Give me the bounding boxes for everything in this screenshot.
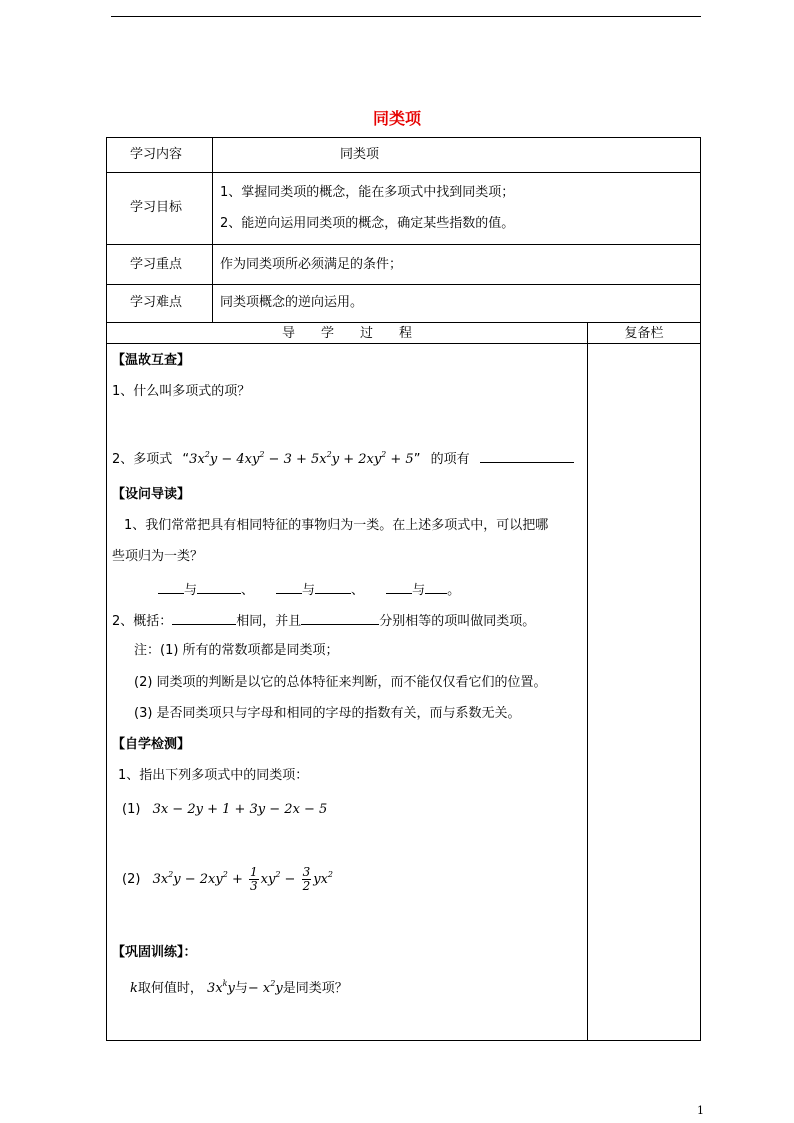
selftest-item-2 — [122, 866, 333, 893]
pair-sep: 与 — [302, 583, 316, 598]
selftest-item-1 — [122, 802, 327, 818]
row-value-content: 同类项 — [340, 147, 380, 162]
variable-k: k — [130, 981, 138, 996]
pair-comma: 、 — [241, 583, 255, 598]
pair-sep: 与 — [184, 583, 198, 598]
page-number: 1 — [697, 1104, 704, 1117]
polynomial-expression: “$3x^2y - 4xy^2 - 3 + 5x^2y + 2xy^2 + 5$” — [182, 450, 421, 467]
item-2-label: (2) — [122, 872, 141, 887]
pair-blank[interactable] — [386, 581, 412, 594]
summary-suffix: 分别相等的项叫做同类项。 — [379, 614, 536, 629]
summary-fill-in — [112, 612, 535, 630]
summary-prefix: 2、概括： — [112, 614, 173, 629]
page-title: 同类项 — [372, 109, 421, 128]
note-2: (2) 同类项的判断是以它的总体特征来判断，而不能仅仅看它们的位置。 — [134, 675, 547, 690]
term-a: $3x^ky$ — [207, 979, 235, 996]
pair-blank[interactable] — [197, 581, 241, 594]
answer-blank[interactable] — [480, 450, 574, 463]
q2-prefix: 2、多项式 — [112, 452, 173, 467]
row-label-difficulty: 学习难点 — [130, 295, 183, 310]
practice-question — [130, 981, 348, 997]
review-column-header: 复备栏 — [624, 326, 664, 341]
pair-blank[interactable] — [276, 581, 302, 594]
expression-2: $3x^2y - 2xy^2$ + $\frac{1}{3}$ $xy^2$ − $\frac{3}{2}$ $yx^2$ — [152, 865, 333, 893]
q2-suffix: 的项有 — [430, 452, 470, 467]
pair-sep: 与 — [412, 583, 426, 598]
section-guided-heading: 【设问导读】 — [112, 487, 191, 502]
pairs-fill-in — [158, 581, 460, 599]
objective-2: 2、能逆向运用同类项的概念，确定某些指数的值。 — [220, 216, 515, 231]
selftest-question-1: 1、指出下列多项式中的同类项： — [118, 768, 309, 783]
row-value-focus: 作为同类项所必须满足的条件； — [220, 257, 403, 272]
review-question-2 — [112, 450, 574, 468]
header-rule — [111, 16, 701, 17]
term-b: − $x^2y$ — [247, 979, 283, 996]
section-selftest-heading: 【自学检测】 — [112, 737, 191, 752]
row-label-content: 学习内容 — [130, 147, 183, 162]
section-review-heading: 【温故互查】 — [112, 353, 191, 368]
row-label-objectives: 学习目标 — [130, 200, 183, 215]
row-value-difficulty: 同类项概念的逆向运用。 — [220, 295, 364, 310]
pair-blank[interactable] — [158, 581, 184, 594]
pair-blank[interactable] — [425, 581, 447, 594]
row-label-focus: 学习重点 — [130, 257, 183, 272]
item-1-label: (1) — [122, 802, 141, 817]
objective-1: 1、掌握同类项的概念，能在多项式中找到同类项； — [220, 185, 515, 200]
pair-period: 。 — [447, 583, 461, 598]
note-1: 注：(1) 所有的常数项都是同类项； — [134, 643, 339, 658]
guided-p1-line2: 些项归为一类？ — [112, 549, 204, 564]
guided-p1-line1: 1、我们常常把具有相同特征的事物归为一类。在上述多项式中，可以把哪 — [124, 518, 549, 533]
pair-blank[interactable] — [315, 581, 351, 594]
summary-mid: 相同，并且 — [236, 614, 302, 629]
practice-end: 是同类项？ — [282, 981, 348, 996]
summary-blank-1[interactable] — [172, 612, 236, 625]
section-practice-heading: 【巩固训练】： — [112, 945, 197, 960]
expression-1: 3x − 2y + 1 + 3y − 2x − 5 — [152, 802, 328, 817]
pair-comma: 、 — [351, 583, 365, 598]
note-3: (3) 是否同类项只与字母和相同的字母的指数有关，而与系数无关。 — [134, 706, 521, 721]
summary-blank-2[interactable] — [301, 612, 379, 625]
review-question-1: 1、什么叫多项式的项？ — [112, 384, 251, 399]
practice-and: 与 — [234, 981, 248, 996]
process-header: 导 学 过 程 — [281, 326, 412, 341]
practice-mid: 取何值时， — [137, 981, 203, 996]
